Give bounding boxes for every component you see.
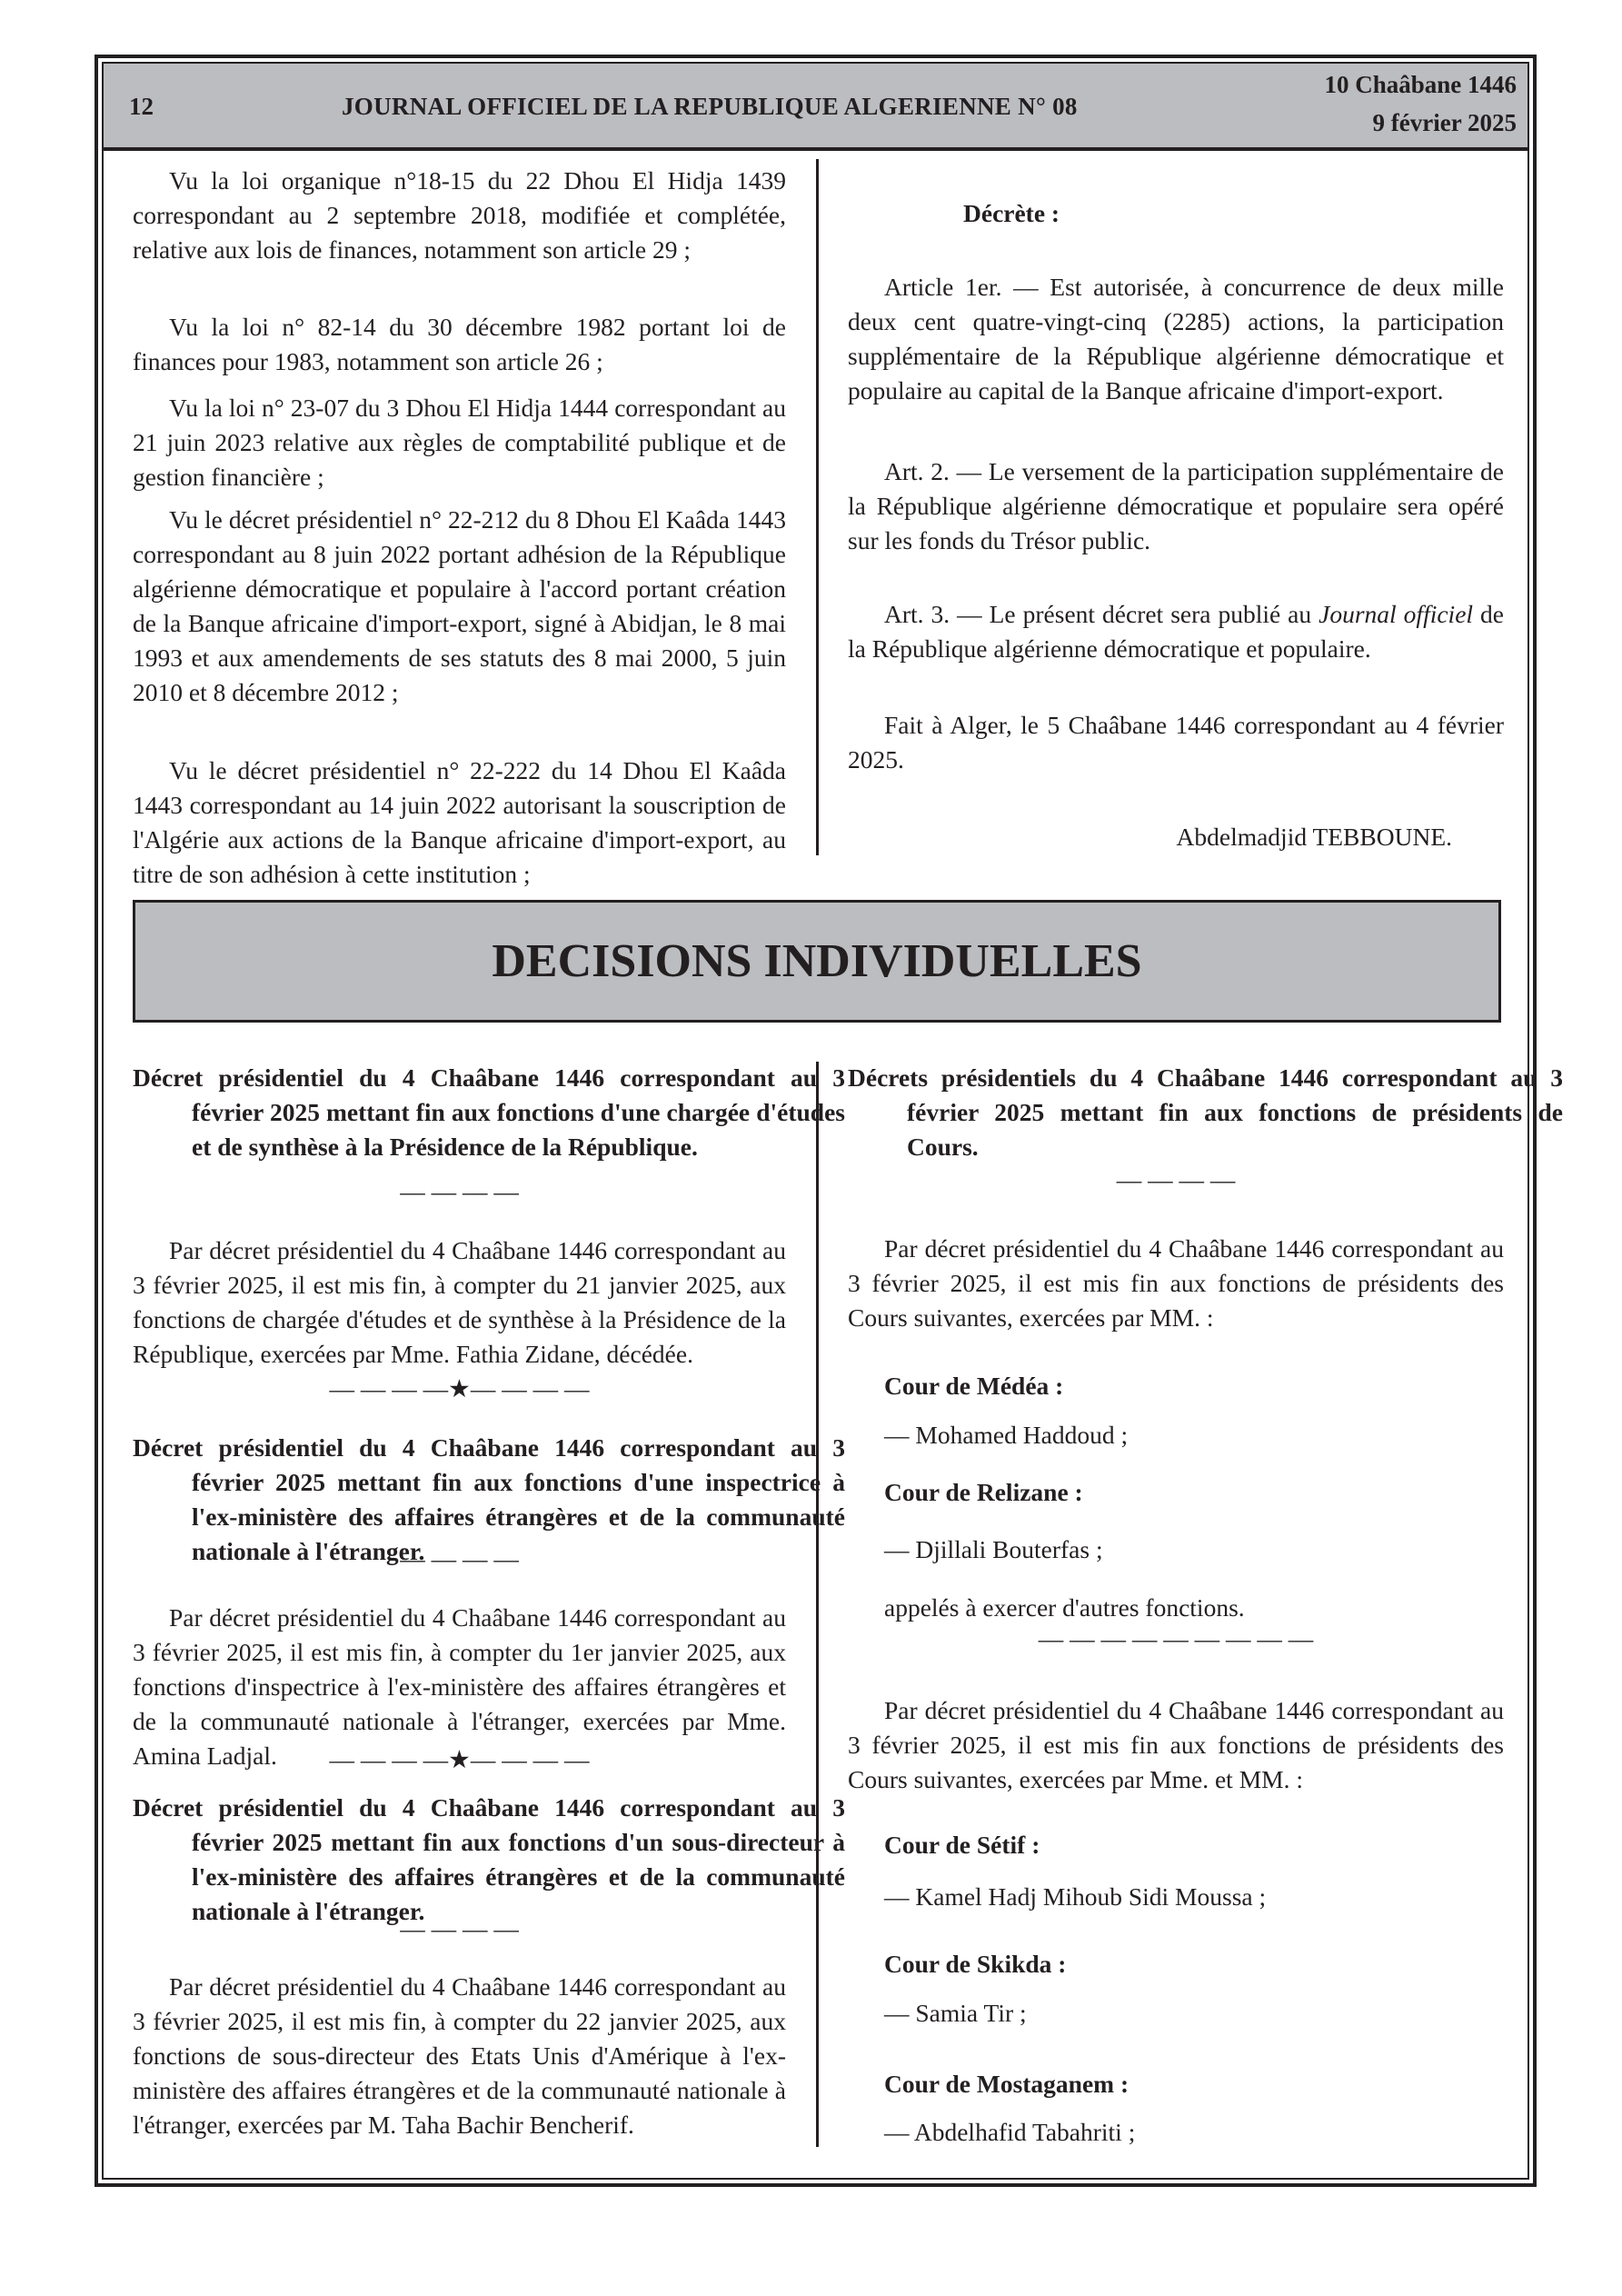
person-name: — Djillali Bouterfas ; [884,1535,1103,1563]
visa-paragraph: Vu la loi organique n°18-15 du 22 Dhou El Hidja 1439 correspondant au 2 septembre 2018, modifiée et complétée, relative aux lois de finances, notamment son article 29 ; [133,166,786,264]
person-name: — Samia Tir ; [884,1999,1027,2027]
separator: — — — — [400,1177,519,1205]
journal-officiel-italic: Journal officiel [1318,600,1474,628]
separator: — — — — [400,1544,519,1572]
decree-body: Par décret présidentiel du 4 Chaâbane 1446 correspondant au 3 février 2025, il est mis fin aux fonctions de présidents des Cours suivantes, exercées par Mme. et MM. : [848,1696,1504,1793]
appeles-text: appelés à exercer d'autres fonctions. [884,1593,1245,1622]
decree-heading: Décret présidentiel du 4 Chaâbane 1446 correspondant au 3 février 2025 mettant fin aux fonctions d'une chargée d'études et de synthèse à la Présidence de la République. [133,1063,845,1161]
court-name: Cour de Relizane : [884,1478,1083,1506]
signature: Abdelmadjid TEBBOUNE. [1176,823,1452,851]
fait-a-alger: Fait à Alger, le 5 Chaâbane 1446 correspondant au 4 février 2025. [848,711,1504,774]
person-name: — Kamel Hadj Mihoub Sidi Moussa ; [884,1882,1267,1911]
decree-heading: Décret présidentiel du 4 Chaâbane 1446 correspondant au 3 février 2025 mettant fin aux fonctions d'un sous-directeur à l'ex-ministère des affaires étrangères et de la communauté nationale à l'étranger. [133,1793,845,1925]
visa-paragraph: Vu la loi n° 23-07 du 3 Dhou El Hidja 1444 correspondant au 21 juin 2023 relative aux règles de comptabilité publique et de gestion financière ; [133,394,786,491]
column-divider [816,159,819,855]
article-2: Art. 2. — Le versement de la participation supplémentaire de la République algérienne démocratique et populaire sera opéré sur les fonds du Trésor public. [848,457,1504,554]
separator: — — — — [1116,1165,1236,1193]
decree-body: Par décret présidentiel du 4 Chaâbane 1446 correspondant au 3 février 2025, il est mis fin, à compter du 1er janvier 2025, aux fonctions d'inspectrice à l'ex-ministère des affaires étrangères et de la communauté nationale à l'étranger, exercées par Mme. Amina Ladjal. [133,1603,786,1770]
decree-heading: Décret présidentiel du 4 Chaâbane 1446 correspondant au 3 février 2025 mettant fin aux fonctions d'une inspectrice à l'ex-ministère des affaires étrangères et de la communauté nationale à l'étranger. [133,1433,845,1565]
visa-paragraph: Vu le décret présidentiel n° 22-222 du 14 Dhou El Kaâda 1443 correspondant au 14 juin 2022 autorisant la souscription de l'Algérie aux actions de la Banque africaine d'import-export, au titre de son adhésion à cette institution ; [133,756,786,888]
court-name: Cour de Sétif : [884,1831,1040,1859]
decree-body: Par décret présidentiel du 4 Chaâbane 1446 correspondant au 3 février 2025, il est mis fin, à compter du 22 janvier 2025, aux fonctions de sous-directeur des Etats Unis d'Amérique à l'ex-ministère des affaires étrangères et de la communauté nationale à l'étranger, exercées par M. Taha Bachir Bencherif. [133,1972,786,2139]
article-3-text: Art. 3. — Le présent décret sera publié au [884,600,1319,628]
decrete-heading: Décrète : [963,199,1060,227]
page-number: 12 [129,93,154,120]
article-3-text: de la République algérienne démocratique et populaire. [848,600,1504,663]
hijri-date: 10 Chaâbane 1446 [1324,71,1517,98]
court-name: Cour de Skikda : [884,1950,1067,1978]
journal-header [104,64,1527,151]
gregorian-date: 9 février 2025 [1372,109,1517,136]
section-title: DECISIONS INDIVIDUELLES [133,900,1501,1023]
article-3 [848,597,1504,666]
article-1: Article 1er. — Est autorisée, à concurrence de deux mille deux cent quatre-vingt-cinq (2285) actions, la participation supplémentaire de la République algérienne démocratique et populaire au capital de la Banque africaine d'import-export. [848,273,1504,404]
court-name: Cour de Médéa : [884,1372,1064,1400]
visa-paragraph: Vu le décret présidentiel n° 22-212 du 8 Dhou El Kaâda 1443 correspondant au 8 juin 2022 portant adhésion de la République algérienne démocratique et populaire à l'accord portant création de la Banque africaine d'import-export, signé à Abidjan, le 8 mai 1993 et aux amendements de ses statuts des 8 mai 2000, 5 juin 2010 et 8 décembre 2012 ; [133,505,786,706]
journal-title: JOURNAL OFFICIEL DE LA REPUBLIQUE ALGERIENNE N° 08 [342,93,1078,120]
column-divider [816,1062,819,2147]
person-name: — Abdelhafid Tabahriti ; [884,2118,1136,2146]
separator: — — — — [400,1914,519,1942]
person-name: — Mohamed Haddoud ; [884,1421,1129,1449]
long-separator: — — — — — — — — — [1038,1624,1314,1652]
decree-body: Par décret présidentiel du 4 Chaâbane 1446 correspondant au 3 février 2025, il est mis fin aux fonctions de présidents des Cours suivantes, exercées par MM. : [848,1234,1504,1332]
court-name: Cour de Mostaganem : [884,2070,1129,2098]
star-separator: — — — —★— — — — [329,1374,590,1403]
decree-heading: Décrets présidentiels du 4 Chaâbane 1446 correspondant au 3 février 2025 mettant fin aux fonctions de présidents de Cours. [848,1063,1563,1161]
decree-body: Par décret présidentiel du 4 Chaâbane 1446 correspondant au 3 février 2025, il est mis fin, à compter du 21 janvier 2025, aux fonctions de chargée d'études et de synthèse à la Présidence de la République, exercées par Mme. Fathia Zidane, décédée. [133,1236,786,1368]
star-separator: — — — —★— — — — [329,1745,590,1773]
visa-paragraph: Vu la loi n° 82-14 du 30 décembre 1982 portant loi de finances pour 1983, notamment son article 26 ; [133,313,786,375]
